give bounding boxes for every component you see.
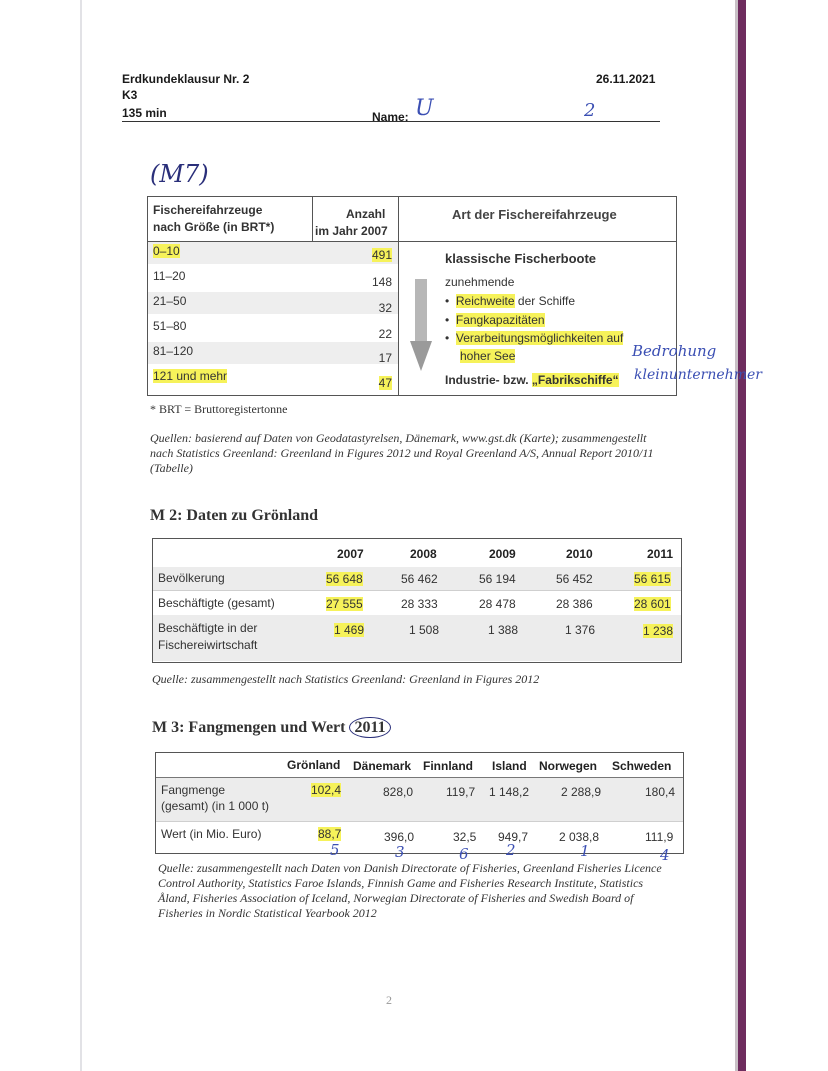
rank-greenland: 5 xyxy=(330,841,340,859)
cell: 2 038,8 xyxy=(559,830,600,844)
count-21-50: 32 xyxy=(378,301,392,315)
row-catch: Fangmenge xyxy=(161,783,226,797)
bullet-reach-rest: der Schiffe xyxy=(514,294,576,308)
type-industrial xyxy=(445,373,619,387)
rank-norway: 1 xyxy=(580,842,590,860)
bullet-reach-hl: Reichweite xyxy=(455,294,515,308)
cell: 1 469 xyxy=(334,623,365,637)
country-finland: Finnland xyxy=(423,759,473,773)
type-increasing: zunehmende xyxy=(445,275,515,289)
cell: 828,0 xyxy=(383,785,414,799)
country-greenland: Grönland xyxy=(287,758,341,772)
rank-iceland: 2 xyxy=(506,841,516,859)
country-denmark: Dänemark xyxy=(353,759,412,773)
col1-header: Fischereifahrzeuge xyxy=(153,203,263,217)
col1-header-2: nach Größe (in BRT*) xyxy=(153,220,275,234)
row-employed: Beschäftigte (gesamt) xyxy=(158,596,275,610)
type-industrial-prefix: Industrie- bzw. xyxy=(445,373,532,387)
cell: 2 288,9 xyxy=(561,785,602,799)
cell: 1 376 xyxy=(565,623,596,637)
size-0-10: 0–10 xyxy=(153,244,180,258)
rank-finland: 6 xyxy=(459,845,469,863)
binding-strip xyxy=(738,0,746,1071)
size-21-50: 21–50 xyxy=(153,294,187,308)
greenland-data-table xyxy=(152,538,682,663)
m3-title-year: 2011 xyxy=(349,717,390,738)
count-11-20: 148 xyxy=(371,275,392,289)
header-rule xyxy=(156,777,683,778)
cell: 119,7 xyxy=(446,785,476,799)
exam-title: Erdkundeklausur Nr. 2 xyxy=(122,72,250,86)
year-2011: 2011 xyxy=(647,547,674,561)
row-value: Wert (in Mio. Euro) xyxy=(161,827,262,841)
country-norway: Norwegen xyxy=(539,759,598,773)
count-121-plus: 47 xyxy=(378,376,392,390)
m2-source: Quelle: zusammengestellt nach Statistics Greenland: Greenland in Figures 2012 xyxy=(152,672,540,686)
row-divider xyxy=(153,590,681,591)
size-121-plus: 121 und mehr xyxy=(153,369,228,383)
size-81-120: 81–120 xyxy=(153,344,194,358)
cell: 56 194 xyxy=(479,572,516,586)
mark-handwriting: 2 xyxy=(584,100,596,121)
cell: 180,4 xyxy=(645,785,676,799)
count-51-80: 22 xyxy=(378,327,392,341)
m3-source: Quelle: zusammengestellt nach Daten von Danish Directorate of Fisheries, Greenland Fisheries Licence Control Authority, Statistics Faroe Islands, Finnish Game and Fisheries Research Institute, Statistics Åland, Fisheries Association of Iceland, Norwegian Directorate of Fisheries and Swedish Board of Fisheries in Nordic Statistical Yearbook 2012 xyxy=(158,861,662,920)
cell: 111,9 xyxy=(645,830,674,844)
col3-header: Art der Fischereifahrzeuge xyxy=(452,207,617,222)
cell: 56 648 xyxy=(326,572,363,586)
cell: 28 333 xyxy=(401,597,438,611)
cell: 56 452 xyxy=(556,572,593,586)
type-classic: klassische Fischerboote xyxy=(445,251,597,266)
cell: 28 478 xyxy=(479,597,516,611)
cell: 88,7 xyxy=(318,827,342,841)
m1-hand-label: (M7) xyxy=(150,160,209,188)
cell: 1 238 xyxy=(643,624,674,638)
cell: 28 601 xyxy=(634,597,671,611)
cell: 102,4 xyxy=(311,783,342,797)
bullet-capacity-hl: Fangkapazitäten xyxy=(455,313,545,327)
year-2007: 2007 xyxy=(337,547,364,561)
bullet-processing-hl: Verarbeitungsmöglichkeiten auf xyxy=(455,331,624,345)
cell: 1 508 xyxy=(409,623,440,637)
year-2010: 2010 xyxy=(566,547,593,561)
size-11-20: 11–20 xyxy=(153,269,186,283)
bullet-processing: • Verarbeitungsmöglichkeiten auf xyxy=(445,331,624,345)
row-fishery-employed-2: Fischereiwirtschaft xyxy=(158,638,258,652)
row-fishery-employed: Beschäftigte in der xyxy=(158,621,258,635)
count-81-120: 17 xyxy=(378,351,392,365)
col2-header: Anzahl xyxy=(346,207,386,221)
bullet-capacity: • Fangkapazitäten xyxy=(445,313,545,327)
page-number: 2 xyxy=(386,993,392,1007)
country-sweden: Schweden xyxy=(612,759,672,773)
col2-header-2: im Jahr 2007 xyxy=(315,224,388,238)
row-stripe xyxy=(148,242,398,264)
cell: 396,0 xyxy=(384,830,415,844)
cell: 1 388 xyxy=(488,623,519,637)
m2-title: M 2: Daten zu Grönland xyxy=(150,507,318,524)
type-industrial-bold: „Fabrikschiffe“ xyxy=(531,373,619,387)
page-edge xyxy=(80,0,82,1071)
row-population: Bevölkerung xyxy=(158,571,225,585)
increase-arrow-icon xyxy=(410,279,432,371)
cell: 949,7 xyxy=(498,830,529,844)
cell: 1 148,2 xyxy=(489,785,530,799)
rank-sweden: 4 xyxy=(660,846,670,864)
m1-source: Quellen: basierend auf Daten von Geodatastyrelsen, Dänemark, www.gst.dk (Karte); zusammengestellt nach Statistics Greenland: Greenland in Figures 2012 und Royal Greenland A/S, Annual Report 2010/11 (Tabelle) xyxy=(150,431,654,475)
hand-note-threat: Bedrohung xyxy=(632,342,717,360)
country-iceland: Island xyxy=(492,759,527,773)
cell: 32,5 xyxy=(453,830,477,844)
name-handwriting: U xyxy=(415,96,434,121)
size-51-80: 51–80 xyxy=(153,319,187,333)
rank-denmark: 3 xyxy=(395,843,405,861)
course-label: K3 xyxy=(122,88,138,102)
m1-footnote: * BRT = Bruttoregistertonne xyxy=(150,402,288,416)
fishing-vessel-table xyxy=(147,196,677,396)
hand-note-small-business: kleinunternehmer xyxy=(634,367,762,383)
header-divider xyxy=(312,197,313,241)
bullet-reach: • Reichweite der Schiffe xyxy=(445,294,576,308)
catch-value-table xyxy=(155,752,684,854)
cell: 56 462 xyxy=(401,572,438,586)
year-2009: 2009 xyxy=(489,547,516,561)
cell: 28 386 xyxy=(556,597,593,611)
row-divider xyxy=(156,821,683,822)
year-2008: 2008 xyxy=(410,547,437,561)
name-label: Name: xyxy=(372,110,409,124)
count-0-10: 491 xyxy=(371,248,392,262)
duration-label: 135 min xyxy=(122,106,167,120)
cell: 27 555 xyxy=(326,597,363,611)
exam-date: 26.11.2021 xyxy=(596,72,656,86)
row-catch-2: (gesamt) (in 1 000 t) xyxy=(161,799,270,813)
m3-title-text: M 3: Fangmengen und Wert xyxy=(152,719,346,736)
bullet-processing-cont: hoher See xyxy=(460,349,516,363)
m3-title xyxy=(152,719,391,737)
cell: 56 615 xyxy=(634,572,671,586)
